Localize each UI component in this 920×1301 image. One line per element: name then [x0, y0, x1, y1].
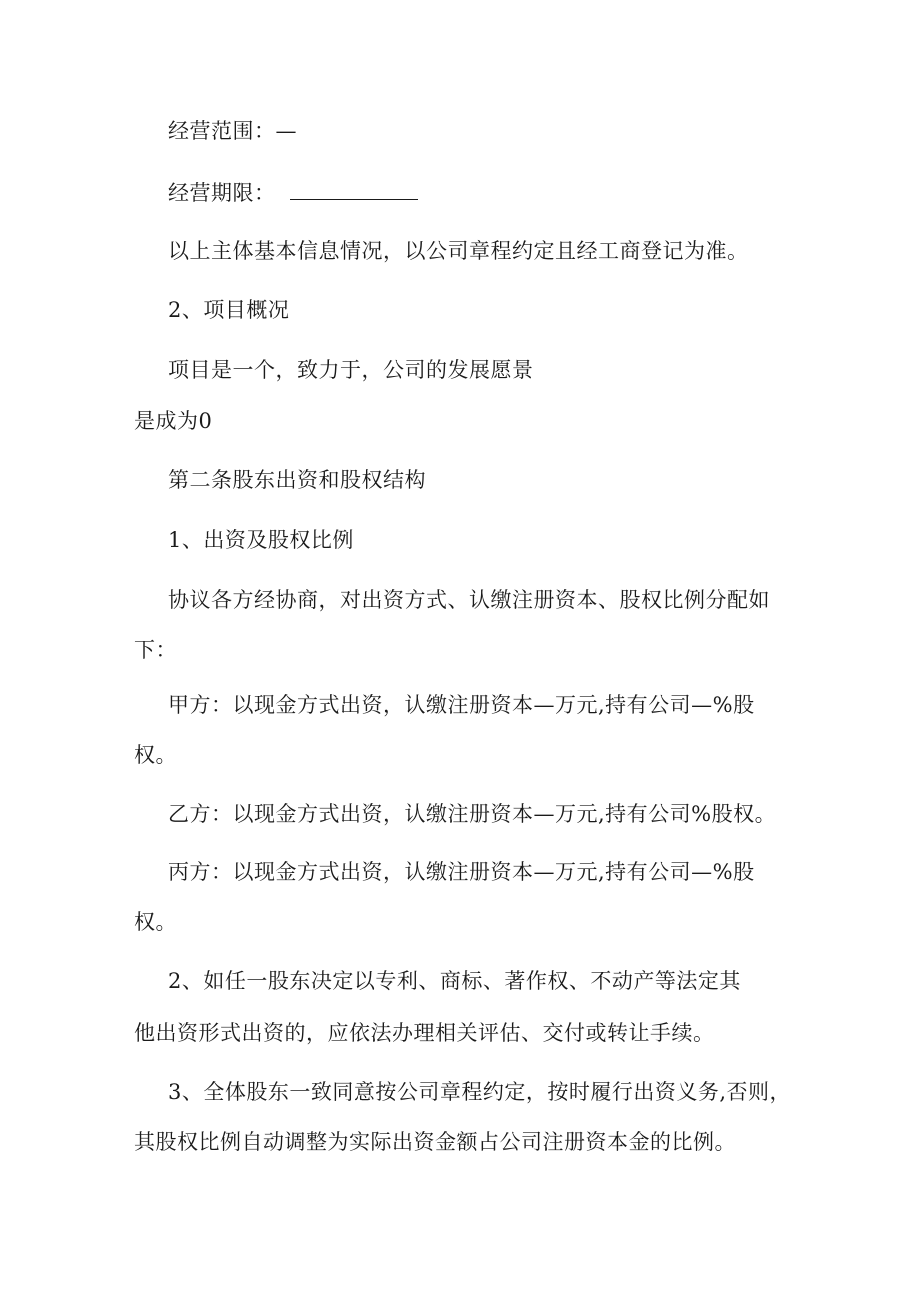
business-scope-line: 经营范围：—	[168, 119, 297, 143]
paragraph-line: 他出资形式出资的，应依法办理相关评估、交付或转让手续。	[134, 1021, 715, 1045]
party-a-line: 权。	[134, 743, 177, 767]
article-heading: 第二条股东出资和股权结构	[168, 468, 426, 492]
section-heading-contribution: 1、出资及股权比例	[168, 528, 354, 552]
business-term-line	[168, 179, 418, 207]
paragraph-line: 协议各方经协商，对出资方式、认缴注册资本、股权比例分配如	[168, 588, 770, 612]
basic-info-note: 以上主体基本信息情况，以公司章程约定且经工商登记为准。	[168, 239, 749, 263]
party-c-line: 权。	[134, 910, 177, 934]
business-term-label: 经营期限：	[168, 181, 276, 205]
paragraph-line: 3、全体股东一致同意按公司章程约定，按时履行出资义务,否则，	[168, 1080, 792, 1104]
paragraph-line: 2、如任一股东决定以专利、商标、著作权、不动产等法定其	[168, 969, 741, 993]
paragraph-line: 是成为0	[134, 409, 213, 433]
paragraph-line: 其股权比例自动调整为实际出资金额占公司注册资本金的比例。	[134, 1130, 736, 1154]
party-c-line: 丙方：以现金方式出资，认缴注册资本—万元,持有公司—%股	[168, 860, 755, 884]
business-term-blank	[290, 181, 418, 200]
paragraph-line: 项目是一个，致力于，公司的发展愿景	[168, 358, 534, 382]
party-a-line: 甲方：以现金方式出资，认缴注册资本—万元,持有公司—%股	[168, 693, 755, 717]
paragraph-line: 下：	[134, 638, 177, 662]
section-heading-project-overview: 2、项目概况	[168, 298, 290, 322]
party-b-line: 乙方：以现金方式出资，认缴注册资本—万元,持有公司%股权。	[168, 802, 777, 826]
